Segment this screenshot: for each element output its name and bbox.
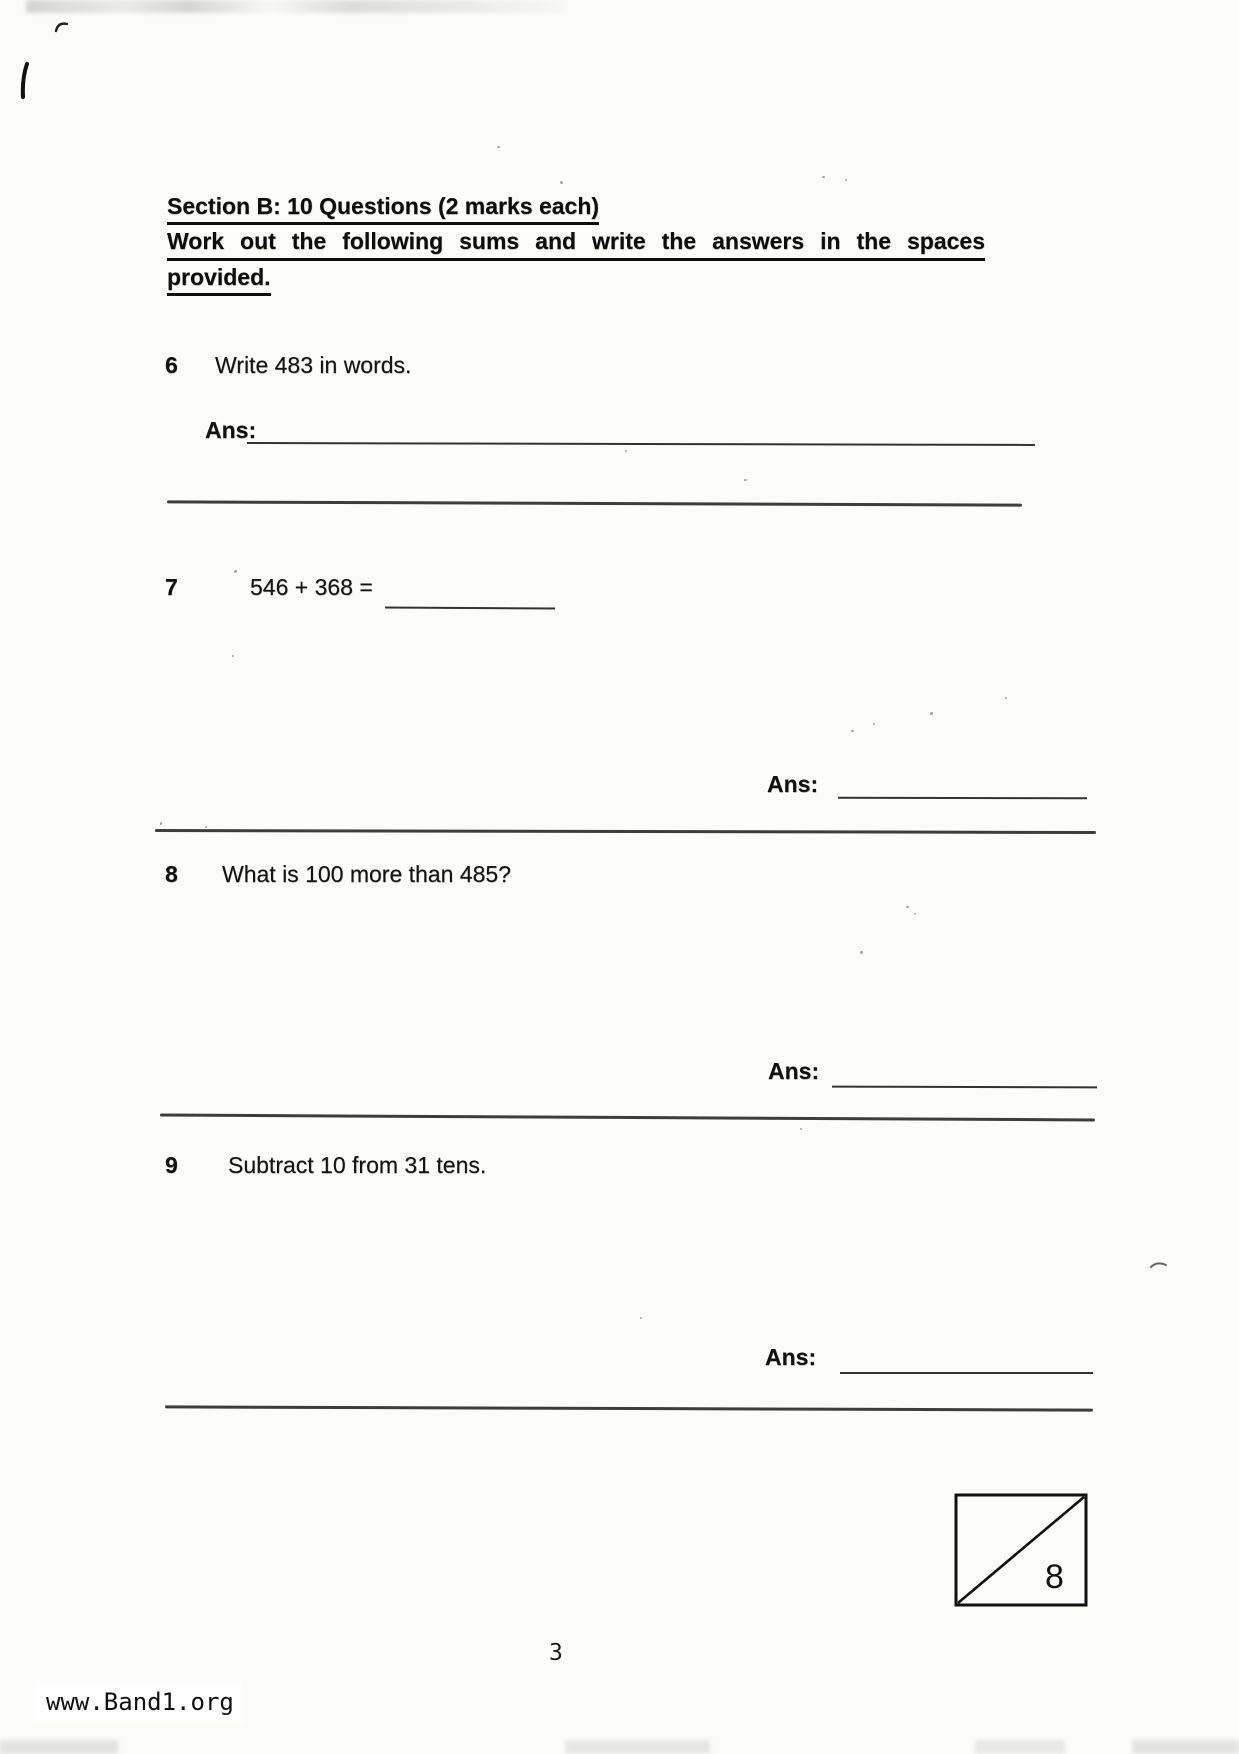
divider-3 [160,1114,1095,1122]
pen-mark-stroke [17,62,31,102]
answer-line-q7 [838,797,1087,799]
dust-speck [873,723,875,725]
dust-speck [906,906,909,908]
dust-speck [744,479,747,481]
marks-box-diagonal [958,1497,1084,1603]
page-number: 3 [549,1640,563,1666]
ans-label-q7: Ans: [767,771,819,797]
scan-smudge-bottom-mid [565,1740,710,1754]
dust-speck [205,826,207,828]
watermark-text: www.Band1.org [46,1688,234,1716]
dust-speck [800,1128,802,1130]
marks-box-value: 8 [1045,1558,1064,1596]
pen-mark-tick [1150,1260,1168,1270]
ans-label-q9: Ans: [765,1344,817,1370]
question-9-text: Subtract 10 from 31 tens. [228,1152,487,1178]
dust-speck [1005,697,1007,699]
dust-speck [845,179,847,181]
answer-line-q8 [832,1086,1097,1089]
section-heading: Section B: 10 Questions (2 marks each) [167,193,599,225]
ans-label-q6: Ans: [205,417,257,443]
instructions-line-2: provided. [167,264,271,296]
question-7-number: 7 [165,574,178,600]
dust-speck [232,655,234,657]
question-9-number: 9 [165,1152,178,1178]
divider-2 [155,829,1096,834]
marks-box [953,1491,1091,1609]
dust-speck [640,1317,642,1319]
answer-line-q9 [840,1372,1093,1374]
question-8-text: What is 100 more than 485? [222,861,511,887]
dust-speck [860,951,863,954]
pen-mark-curl [54,20,70,34]
question-6-text: Write 483 in words. [215,352,412,378]
scan-smudge-bottom-left [0,1740,118,1754]
divider-4 [165,1405,1093,1411]
watermark-box [34,1681,242,1723]
dust-speck [160,822,162,825]
scan-smudge-bottom-right2 [1132,1740,1239,1754]
dust-speck [497,146,500,148]
question-6-number: 6 [165,352,178,378]
question-7-text: 546 + 368 = [250,574,373,600]
scan-smudge-bottom-right1 [975,1740,1065,1754]
section-heading-block [167,193,985,296]
dust-speck [625,450,627,452]
dust-speck [234,570,237,573]
question-8-number: 8 [165,861,178,887]
dust-speck [851,730,854,732]
dust-speck [822,176,825,178]
answer-line-q6 [247,442,1035,446]
divider-1 [167,500,1022,506]
dust-speck [914,913,916,915]
dust-speck [930,712,933,715]
instructions-line-1: Work out the following sums and write the answers in the spaces [167,228,985,261]
equation-blank-q7 [385,607,555,610]
dust-speck [560,181,563,184]
ans-label-q8: Ans: [768,1058,820,1084]
scan-smudge-top [26,0,566,13]
